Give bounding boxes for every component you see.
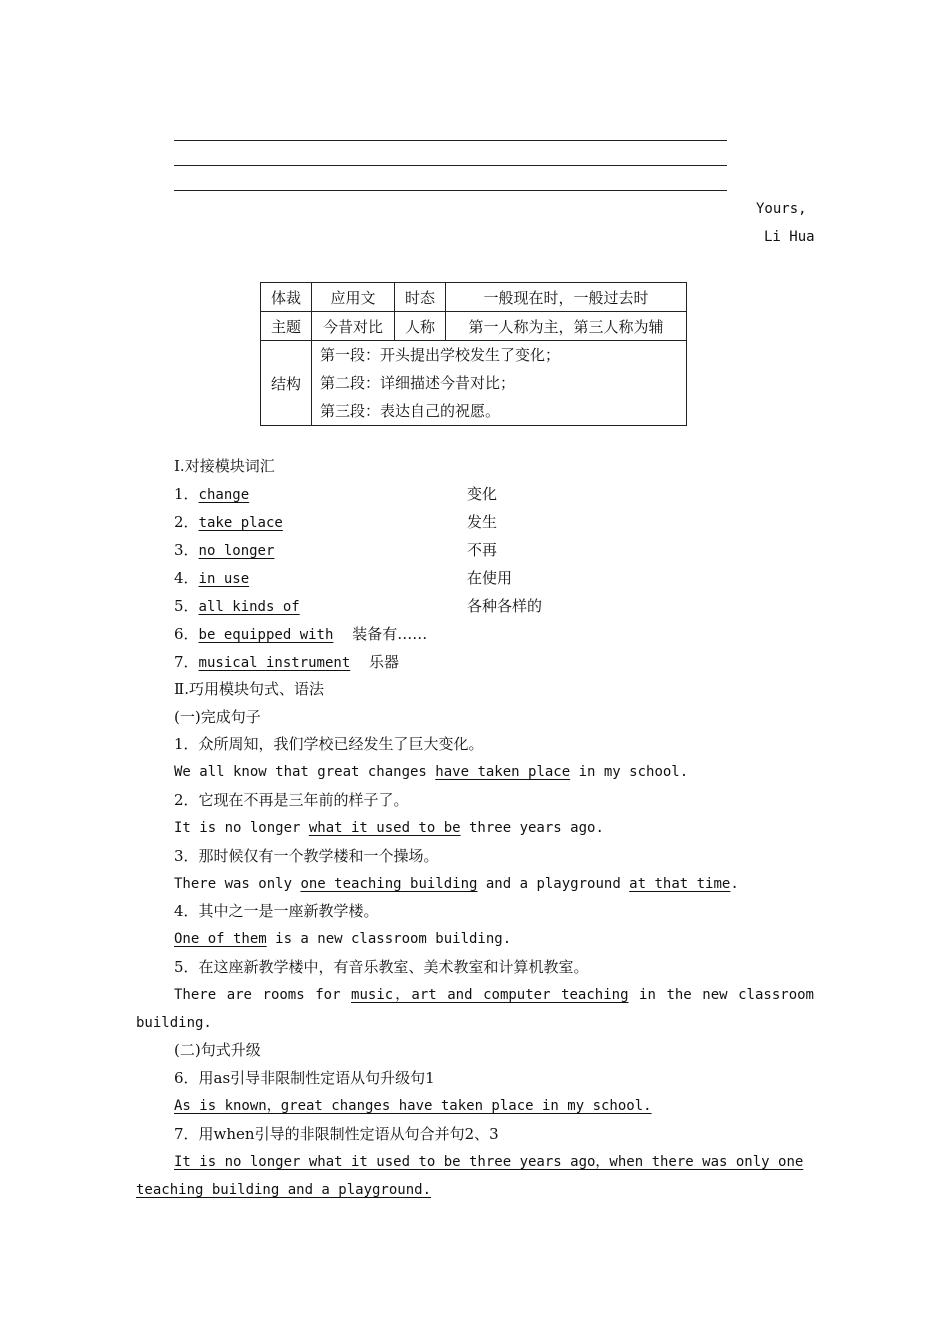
sentence-answer-line: We all know that great changes have taken place in my school. (174, 764, 689, 780)
vocab-item: 4．in use (174, 569, 250, 587)
combined-sentence: It is no longer what it used to be three years ago，when there was only one (174, 1154, 804, 1170)
vocab-item: 3．no longer (174, 541, 275, 559)
structure-line: 第二段：详细描述今昔对比； (320, 374, 516, 392)
answer-blank: One of them (174, 931, 267, 947)
vocab-meaning: 各种各样的 (467, 597, 543, 615)
person-value: 第一人称为主，第三人称为辅 (446, 312, 687, 341)
answer-blank: what it used to be (308, 820, 461, 836)
section1-heading: Ⅰ.对接模块词汇 (174, 457, 275, 475)
sentence-prompt: 1．众所周知，我们学校已经发生了巨大变化。 (174, 735, 484, 753)
vocab-meaning: 装备有…… (352, 625, 428, 643)
sentence-prompt: 3．那时候仅有一个教学楼和一个操场。 (174, 847, 439, 865)
vocab-meaning: 发生 (467, 513, 498, 531)
vocab-answer: all kinds of (198, 599, 300, 615)
vocab-meaning: 变化 (467, 485, 498, 503)
structure-line: 第一段：开头提出学校发生了变化； (320, 346, 561, 364)
theme-value: 今昔对比 (312, 312, 395, 341)
vocab-item: 1．change (174, 485, 250, 503)
writing-line-2 (174, 165, 727, 166)
combined-sentence-continuation: teaching building and a playground. (136, 1182, 432, 1198)
vocab-meaning: 不再 (467, 541, 498, 559)
section2-heading: Ⅱ.巧用模块句式、语法 (174, 680, 324, 698)
vocab-answer: take place (198, 515, 283, 531)
genre-value: 应用文 (312, 283, 395, 312)
summary-table (260, 282, 687, 426)
sentence-prompt: 6．用as引导非限制性定语从句升级句1 (174, 1069, 435, 1087)
writing-line-1 (174, 140, 727, 141)
sentence-prompt: 7．用when引导的非限制性定语从句合并句2、3 (174, 1125, 499, 1143)
writing-line-3 (174, 190, 727, 191)
sentence-answer-line: One of them is a new classroom building. (174, 931, 512, 947)
vocab-meaning: 乐器 (369, 653, 400, 671)
vocab-answer: change (198, 487, 250, 503)
vocab-item: 2．take place (174, 513, 283, 531)
tense-value: 一般现在时，一般过去时 (446, 283, 687, 312)
vocab-answer: in use (198, 571, 250, 587)
tense-label: 时态 (395, 283, 446, 312)
vocab-answer: be equipped with (198, 627, 334, 643)
sentence-prompt: 4．其中之一是一座新教学楼。 (174, 902, 379, 920)
sentence-prompt: 2．它现在不再是三年前的样子了。 (174, 791, 409, 809)
genre-label: 体裁 (261, 283, 312, 312)
vocab-answer: musical instrument (198, 655, 351, 671)
answer-blank: at that time (629, 876, 731, 892)
sentence-answer-line: It is no longer what it used to be three years ago. (174, 820, 604, 836)
part1-heading: (一)完成句子 (174, 708, 261, 726)
person-label: 人称 (395, 312, 446, 341)
answer-blank: one teaching building (300, 876, 478, 892)
sentence-prompt: 5．在这座新教学楼中，有音乐教室、美术教室和计算机教室。 (174, 958, 589, 976)
sentence-answer-line: There are rooms for music，art and computer teaching in the new classroom (174, 987, 814, 1003)
vocab-item: 6．be equipped with 装备有…… (174, 625, 428, 643)
vocab-item: 7．musical instrument 乐器 (174, 653, 400, 671)
sentence-answer-line: There was only one teaching building and a playground at that time. (174, 876, 739, 892)
answer-blank: have taken place (435, 764, 571, 780)
answer-blank: music，art and computer teaching (351, 987, 629, 1003)
upgraded-sentence: As is known，great changes have taken place in my school. (174, 1098, 652, 1114)
part2-heading: (二)句式升级 (174, 1041, 261, 1059)
letter-closing: Yours, (756, 201, 807, 217)
sentence-answer-continuation: building. (136, 1015, 212, 1031)
structure-content (312, 341, 687, 426)
structure-line: 第三段：表达自己的祝愿。 (320, 402, 501, 420)
vocab-item: 5．all kinds of (174, 597, 300, 615)
structure-label: 结构 (261, 341, 312, 426)
letter-signature: Li Hua (764, 229, 815, 245)
vocab-answer: no longer (198, 543, 275, 559)
vocab-meaning: 在使用 (467, 569, 513, 587)
theme-label: 主题 (261, 312, 312, 341)
